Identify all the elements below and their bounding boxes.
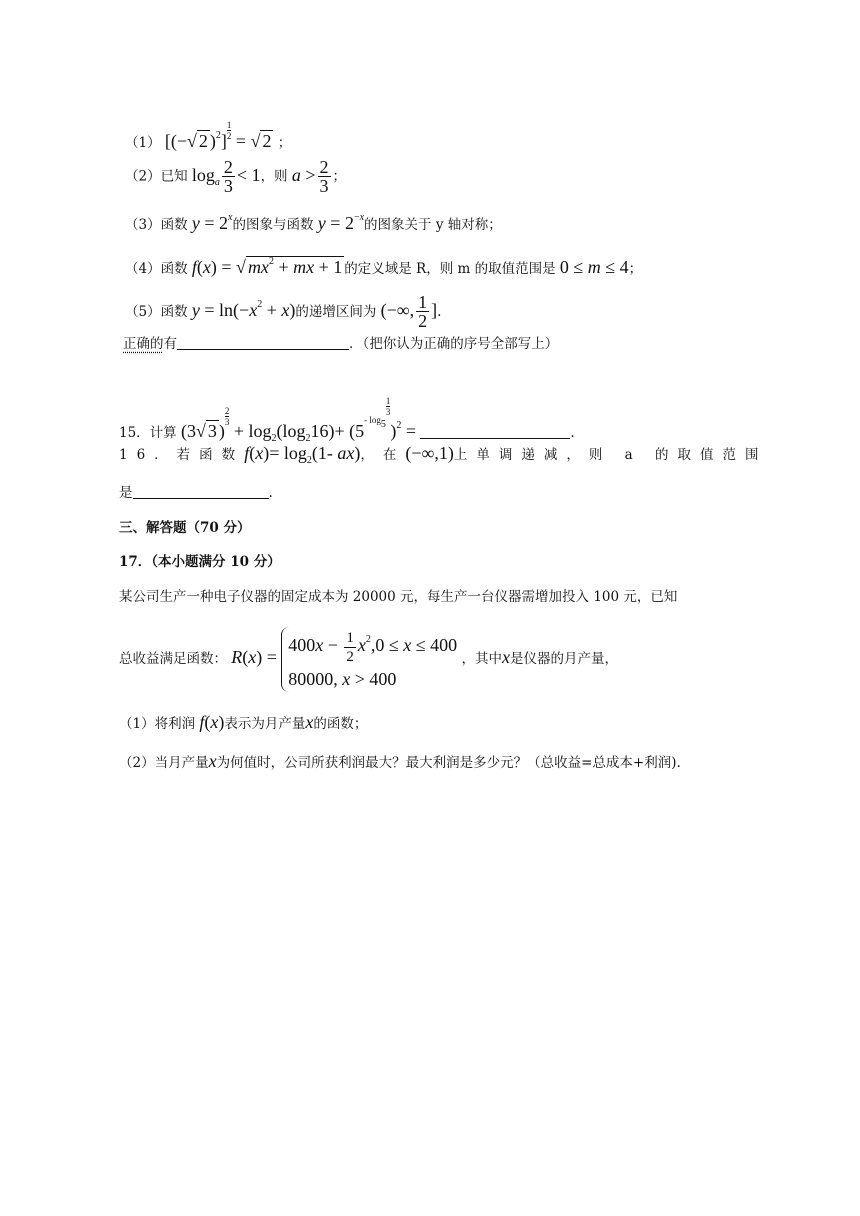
item-5: （5）函数 $y = \ln(-x^2 + x)$的递增区间为 (−∞, $\frac{1}{2}$ ]. <box>125 292 442 332</box>
formula-16a: $f(x)= \log_2(1-$ ax) <box>244 443 361 466</box>
formula-3a: $y = 2^x$ <box>191 212 233 233</box>
formula-5a: $y = \ln(-x^2 + x)$ <box>191 299 296 320</box>
formula-17-fx: f(x) <box>199 712 225 732</box>
formula-17-R: R(x) = <box>231 647 277 667</box>
question-16: 16．若函数$f(x)= \log_2(1-$ ax)，在(−∞,1)上单调递减，则 a 的取值范围 <box>119 443 768 466</box>
item-1: （1） [(−√ 2 )$^2$] $\frac{1}{2}$ = √ 2 ； <box>125 120 292 151</box>
item-2: （2）已知 $\log_a$ $\frac{2}{3}$ < 1，则 a > $\frac{2}{3}$ ； <box>125 157 347 196</box>
formula-4a: f(x) = √ $mx^2$ + mx + 1 <box>191 256 343 277</box>
formula-2a: $\log_a$ $\frac{2}{3}$ < 1 <box>191 157 261 196</box>
answer-blank-16[interactable] <box>133 482 269 499</box>
formula-1: [(−√ 2 )$^2$] $\frac{1}{2}$ = √ 2 <box>164 120 272 151</box>
formula-4b: 0 ≤ m ≤ 4 <box>559 257 629 277</box>
question-17-sub1: （1）将利润 f(x)表示为月产量x的函数； <box>119 712 368 732</box>
var-x: x <box>501 647 510 667</box>
item-3: （3）函数 $y = 2^x$的图象与函数 $y = 2^{-x}$的图象关于 y 轴对称； <box>125 212 502 233</box>
formula-15: (3√ 3 ) $\frac{2}{3} + \log_2(\log_216)+ (5^{- log5 \frac{1}{3}})^2$ = <box>180 396 417 444</box>
section-title: 三、解答题（70 分） <box>119 520 251 536</box>
question-17-title: 17．（本小题满分 10 分） <box>119 554 281 570</box>
formula-2b: a > $\frac{2}{3}$ <box>291 157 329 196</box>
formula-3b: $y = 2^{-x}$ <box>317 212 365 233</box>
answer-line: 正确的有 ．（把你认为正确的序号全部写上） <box>123 332 558 356</box>
question-17-sub2: （2）当月产量x为何值时，公司所获利润最大？最大利润是多少元？（总收益=总成本+利润). <box>119 751 681 771</box>
question-17-text2: 总收益满足函数： R(x) = 400x − $\frac{1}{2}$ $x^2,0 \le x \le 400$ 80000, x > 400 ，其中x是仪器的月产量， <box>119 625 618 692</box>
question-16-line2: 是 . <box>119 481 273 505</box>
answer-blank[interactable] <box>177 333 349 350</box>
answer-blank-15[interactable] <box>420 422 570 439</box>
formula-16b: (−∞,1) <box>405 443 454 463</box>
formula-17-cases: 400x − $\frac{1}{2}$ $x^2,0 \le x \le 400$ 80000, x > 400 <box>281 627 457 691</box>
question-15: 15．计算 (3√ 3 ) $\frac{2}{3} + \log_2(\log_216)+ (5^{- log5 \frac{1}{3}})^2$ = . <box>119 396 575 444</box>
formula-5b: (−∞, $\frac{1}{2}$ ] <box>380 292 438 332</box>
question-17-text1: 某公司生产一种电子仪器的固定成本为 20000 元，每生产一台仪器需增加投入 100 元，已知 <box>119 589 678 605</box>
item-4: （4）函数 f(x) = √ $mx^2$ + mx + 1 的定义域是 R，则 m 的取值范围是 0 ≤ m ≤ 4； <box>125 256 643 277</box>
